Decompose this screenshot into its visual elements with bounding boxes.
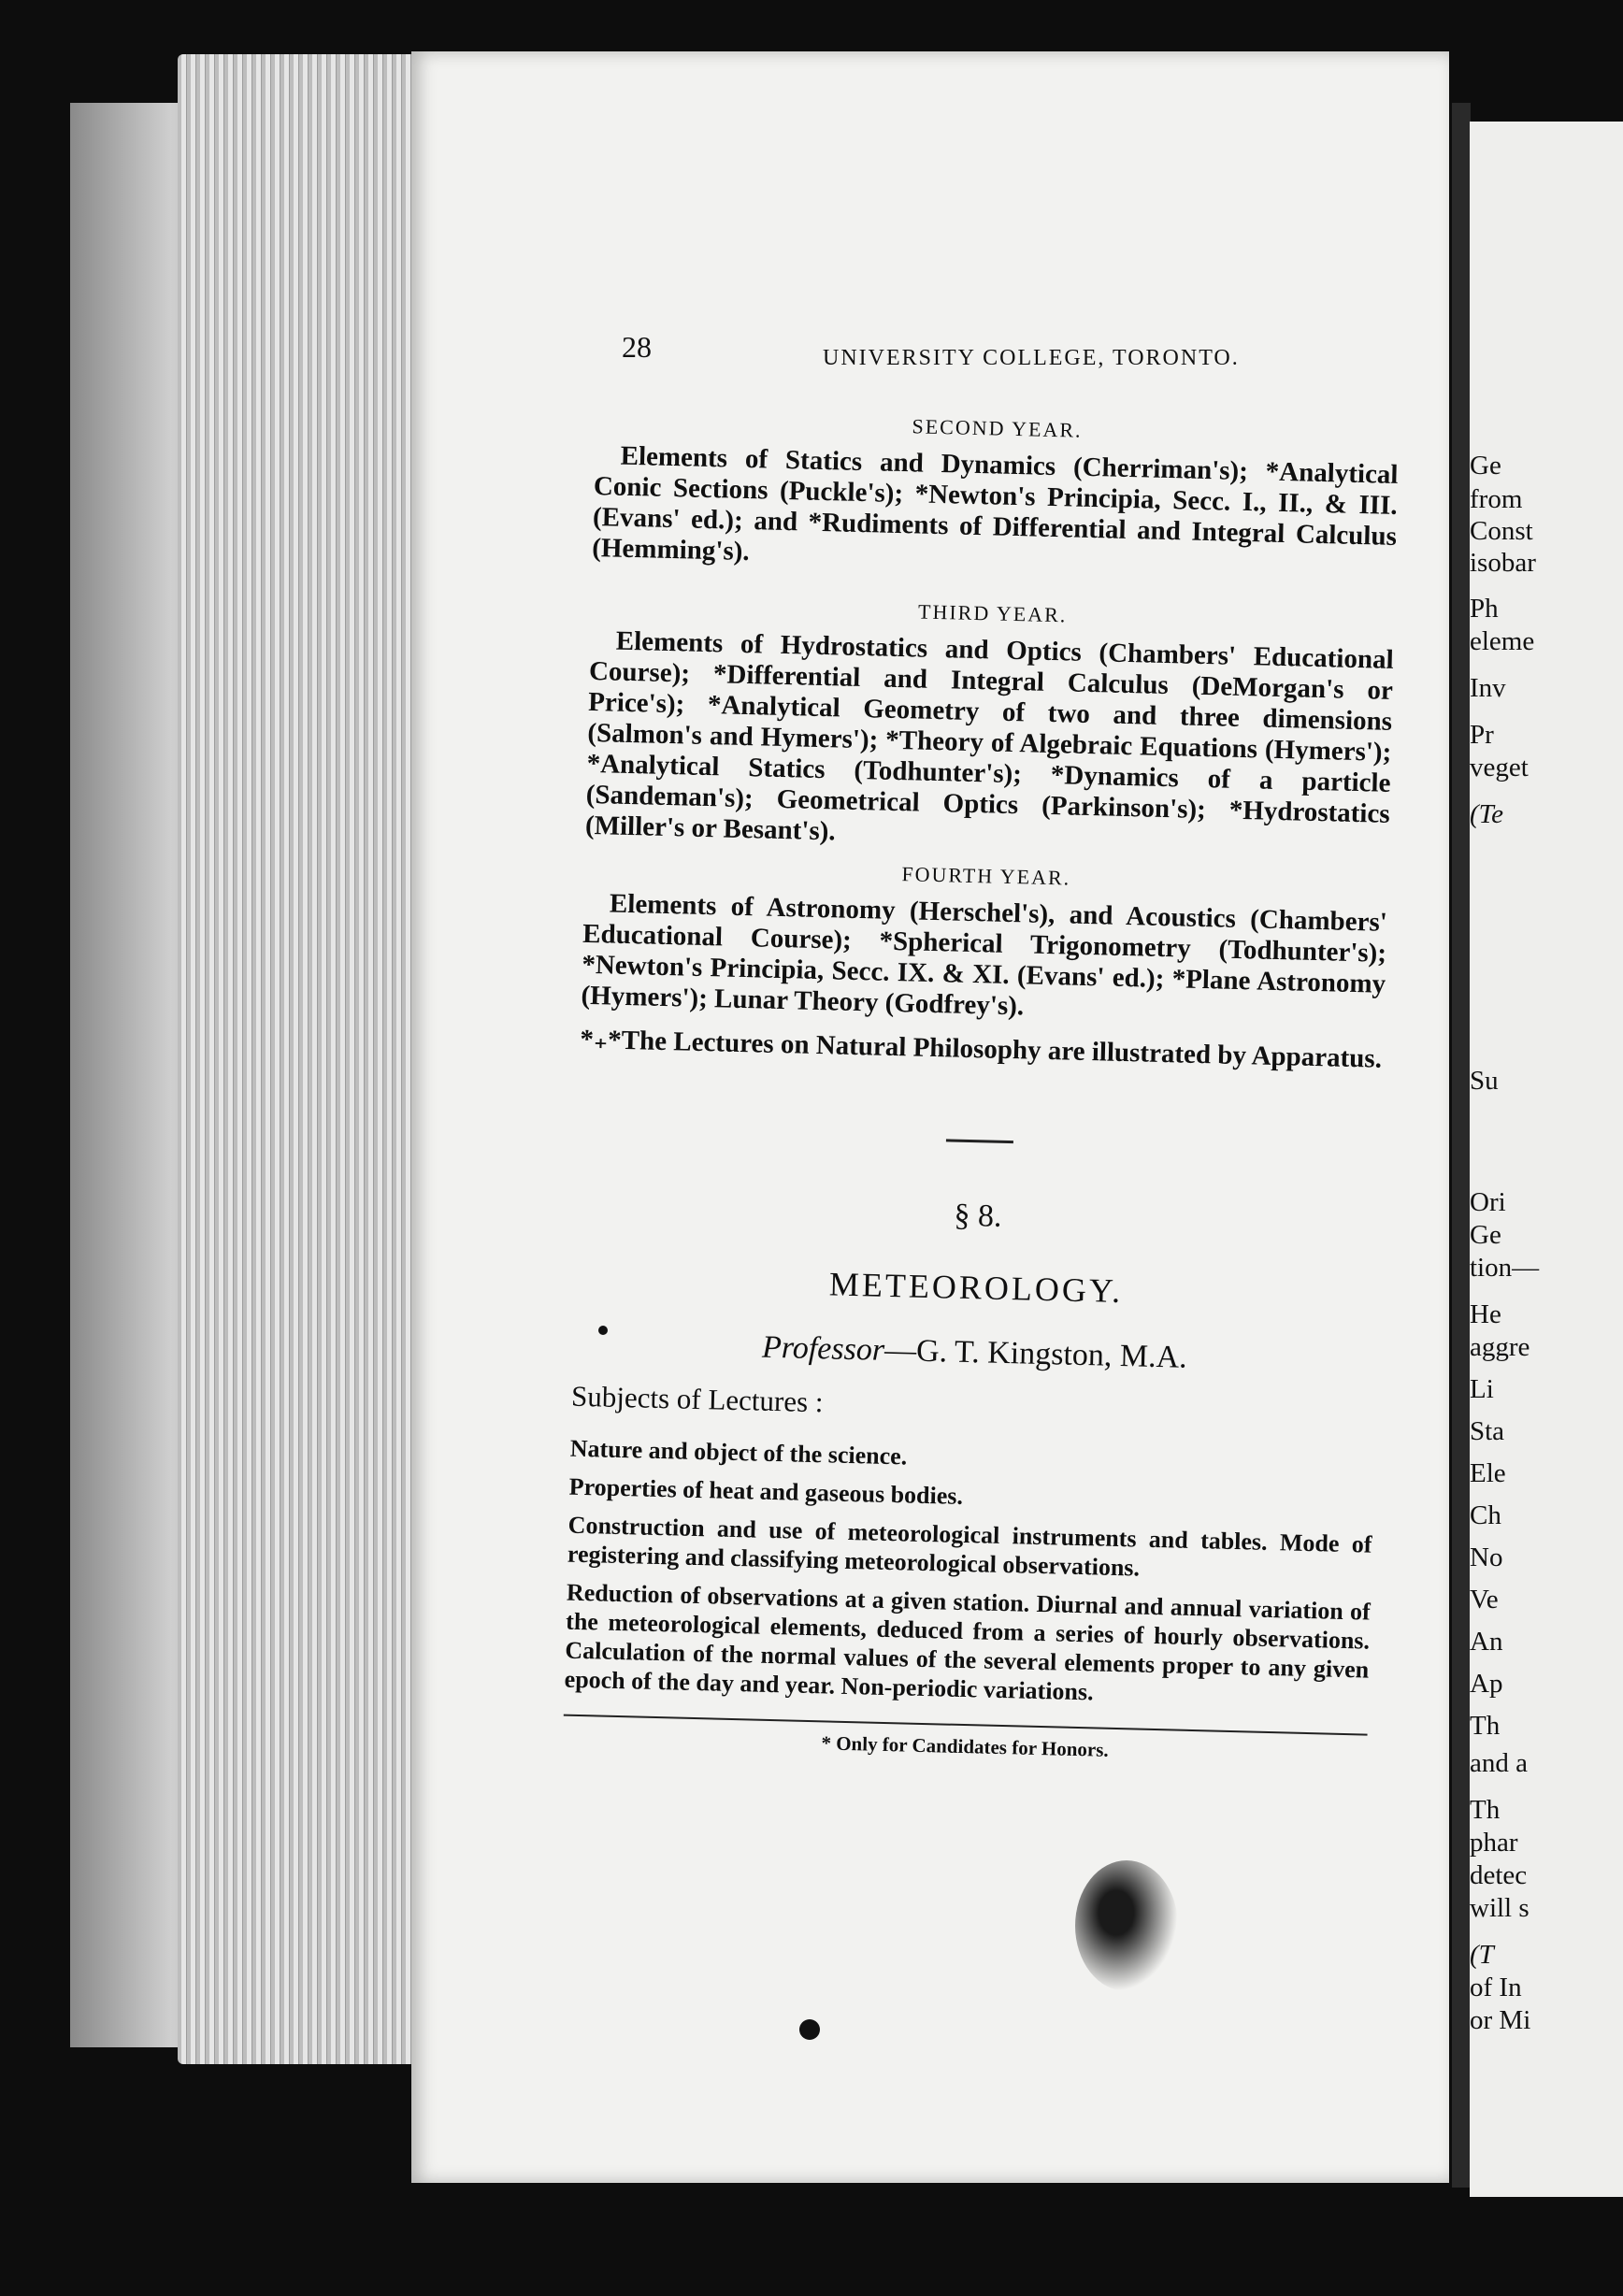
- facing-line: No: [1470, 1543, 1503, 1572]
- ink-spot: [598, 1326, 608, 1335]
- facing-line: Inv: [1470, 673, 1506, 703]
- facing-line: of In: [1470, 1973, 1522, 2002]
- lecture-item: Construction and use of meteorological instruments and tables. Mode of registering and classifying meteorological observations.: [567, 1511, 1372, 1582]
- apparatus-note: *₊*The Lectures on Natural Philosophy are illustrated by Apparatus.: [580, 1024, 1383, 1074]
- fourth-year-text: Elements of Astronomy (Herschel's), and Acoustics (Chambers' Educational Course); *Spherical Trigonometry (Todhunter's); *Newton's Principia, Secc. IX. & XI. (Evans' ed.); *Plane Astronomy (Hymers'); Lunar Theory (Godfrey's).: [581, 888, 1388, 1022]
- subjects-heading: Subjects of Lectures :: [570, 1379, 824, 1419]
- page-number: 28: [622, 330, 652, 364]
- facing-line: and a: [1470, 1748, 1528, 1778]
- facing-line: Ge: [1470, 451, 1501, 481]
- facing-line: Ori: [1470, 1187, 1506, 1217]
- facing-line: Pr: [1470, 720, 1494, 750]
- facing-line: (Te: [1470, 799, 1503, 829]
- facing-line: (T: [1470, 1940, 1494, 1970]
- lecture-item: Properties of heat and gaseous bodies.: [568, 1472, 964, 1510]
- lecture-item: Reduction of observations at a given station. Diurnal and annual variation of the meteorological elements, deduced from a series of hourly observations. Calculation of the normal values of the several elements proper to any given epoch of the day and year. Non-periodic variations.: [564, 1578, 1372, 1706]
- facing-line: eleme: [1470, 626, 1535, 656]
- page-content: [563, 407, 1400, 1769]
- facing-line: Ph: [1470, 594, 1499, 624]
- facing-line: Sta: [1470, 1416, 1505, 1446]
- facing-page-fragment: [1470, 122, 1623, 2197]
- facing-line: Ve: [1470, 1585, 1499, 1614]
- facing-line: aggre: [1470, 1332, 1530, 1362]
- second-year-text: Elements of Statics and Dynamics (Cherriman's); *Analytical Conic Sections (Puckle's); *Newton's Principia, Secc. I., II., & III. (Evans' ed.); and *Rudiments of Differential and Integral Calculus (Hemming's).: [591, 440, 1399, 567]
- page-edges-stack: [178, 54, 421, 2064]
- facing-line: Su: [1470, 1066, 1499, 1096]
- professor-line: [572, 1326, 1377, 1381]
- third-year-text: Elements of Hydrostatics and Optics (Chambers' Educational Course); *Differential and Integral Calculus (DeMorgan's or Price's); *Analytical Geometry of two and three dimensions (Salmon's and Hymers'); *Theory of Algebraic Equations (Hymers'); *Analytical Statics (Todhunter's); *Dynamics of a particle (Sandeman's); Geometrical Optics (Parkinson's); *Hydrostatics (Miller's or Besant's).: [584, 625, 1395, 847]
- facing-line: from: [1470, 484, 1523, 514]
- ink-stain: [1075, 1860, 1178, 1991]
- facing-line: detec: [1470, 1860, 1528, 1890]
- footnote: * Only for Candidates for Honors.: [821, 1731, 1109, 1761]
- third-year-heading: THIRD YEAR.: [917, 599, 1068, 627]
- facing-line: will s: [1470, 1893, 1530, 1923]
- professor-name: —G. T. Kingston, M.A.: [883, 1332, 1188, 1375]
- facing-line: tion—: [1470, 1253, 1540, 1283]
- facing-line: He: [1470, 1299, 1501, 1329]
- facing-line: An: [1470, 1627, 1503, 1657]
- facing-line: Th: [1470, 1795, 1501, 1825]
- facing-line: Ge: [1470, 1220, 1501, 1250]
- book-page: [411, 51, 1449, 2183]
- facing-line: Ap: [1470, 1669, 1503, 1699]
- second-year-heading: SECOND YEAR.: [912, 414, 1083, 442]
- running-head: UNIVERSITY COLLEGE, TORONTO.: [823, 346, 1240, 370]
- facing-line: Li: [1470, 1374, 1494, 1404]
- professor-label: Professor: [761, 1329, 885, 1368]
- facing-line: Const: [1470, 516, 1533, 546]
- facing-line: or Mi: [1470, 2005, 1531, 2035]
- lecture-item: Nature and object of the science.: [569, 1434, 908, 1471]
- facing-line: Ele: [1470, 1458, 1506, 1488]
- section-divider: [946, 1139, 1013, 1143]
- book-gutter: [1452, 103, 1471, 2188]
- facing-line: isobar: [1470, 548, 1536, 578]
- facing-line: veget: [1470, 753, 1529, 782]
- ink-spot: [799, 2019, 820, 2040]
- section-mark: § 8.: [954, 1198, 1002, 1234]
- fourth-year-heading: FOURTH YEAR.: [901, 862, 1071, 890]
- facing-line: phar: [1470, 1828, 1518, 1858]
- facing-line: Th: [1470, 1711, 1501, 1741]
- facing-line: Ch: [1470, 1500, 1501, 1530]
- section-title: METEOROLOGY.: [828, 1265, 1124, 1311]
